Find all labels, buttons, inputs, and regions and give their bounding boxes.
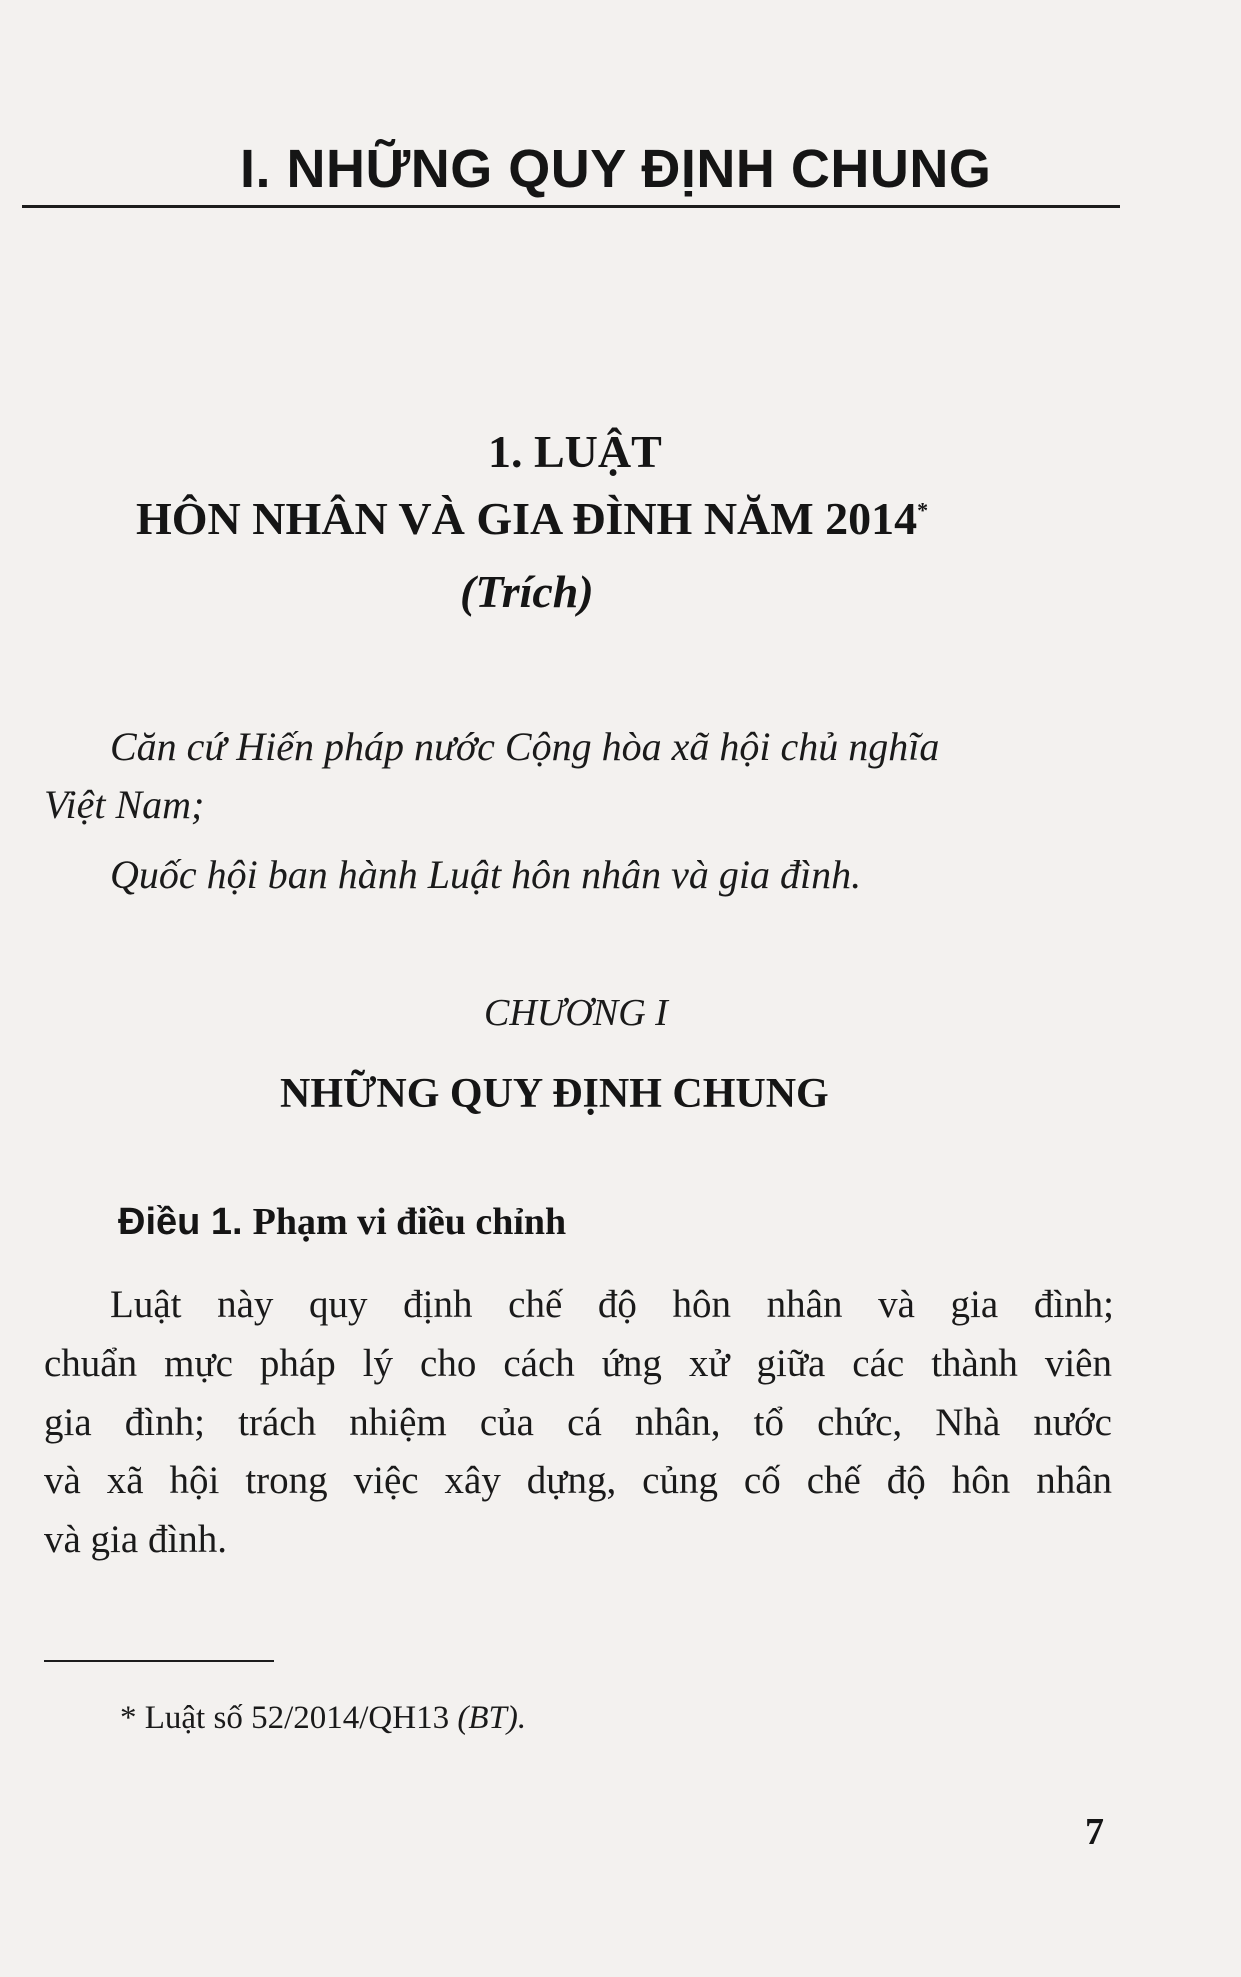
- footnote-note: (BT).: [457, 1700, 527, 1736]
- preamble-line-2: Việt Nam;: [44, 782, 205, 827]
- article-heading: [118, 1200, 566, 1244]
- article-body-line: và gia đình.: [44, 1518, 228, 1561]
- article-title: Phạm vi điều chỉnh: [252, 1201, 567, 1243]
- article-number: Điều 1.: [118, 1201, 243, 1243]
- chapter-title: NHỮNG QUY ĐỊNH CHUNG: [280, 1071, 829, 1117]
- law-name-title: [136, 492, 1241, 545]
- law-number-title: 1. LUẬT: [488, 426, 662, 477]
- section-header: I. NHỮNG QUY ĐỊNH CHUNG: [240, 139, 992, 199]
- article-body-line: Luật này quy định chế độ hôn nhân và gia đình;: [110, 1283, 1114, 1326]
- excerpt-label: (Trích): [460, 566, 594, 617]
- footnote-marker: *: [917, 497, 929, 523]
- footnote-divider: [44, 1660, 274, 1662]
- preamble-line-3: Quốc hội ban hành Luật hôn nhân và gia đình.: [110, 852, 862, 897]
- header-divider: [22, 205, 1120, 208]
- law-name-text: HÔN NHÂN VÀ GIA ĐÌNH NĂM 2014: [136, 493, 918, 544]
- article-body-line: gia đình; trách nhiệm của cá nhân, tổ chức, Nhà nước: [44, 1401, 1112, 1444]
- article-body-line: chuẩn mực pháp lý cho cách ứng xử giữa các thành viên: [44, 1342, 1112, 1385]
- footnote-text: * Luật số 52/2014/QH13: [120, 1700, 450, 1736]
- preamble-line-1: Căn cứ Hiến pháp nước Cộng hòa xã hội chủ nghĩa: [110, 724, 940, 769]
- chapter-label: CHƯƠNG I: [484, 992, 668, 1034]
- footnote: [120, 1700, 526, 1737]
- page-number: 7: [1085, 1811, 1104, 1853]
- article-body-line: và xã hội trong việc xây dựng, củng cố chế độ hôn nhân: [44, 1459, 1112, 1502]
